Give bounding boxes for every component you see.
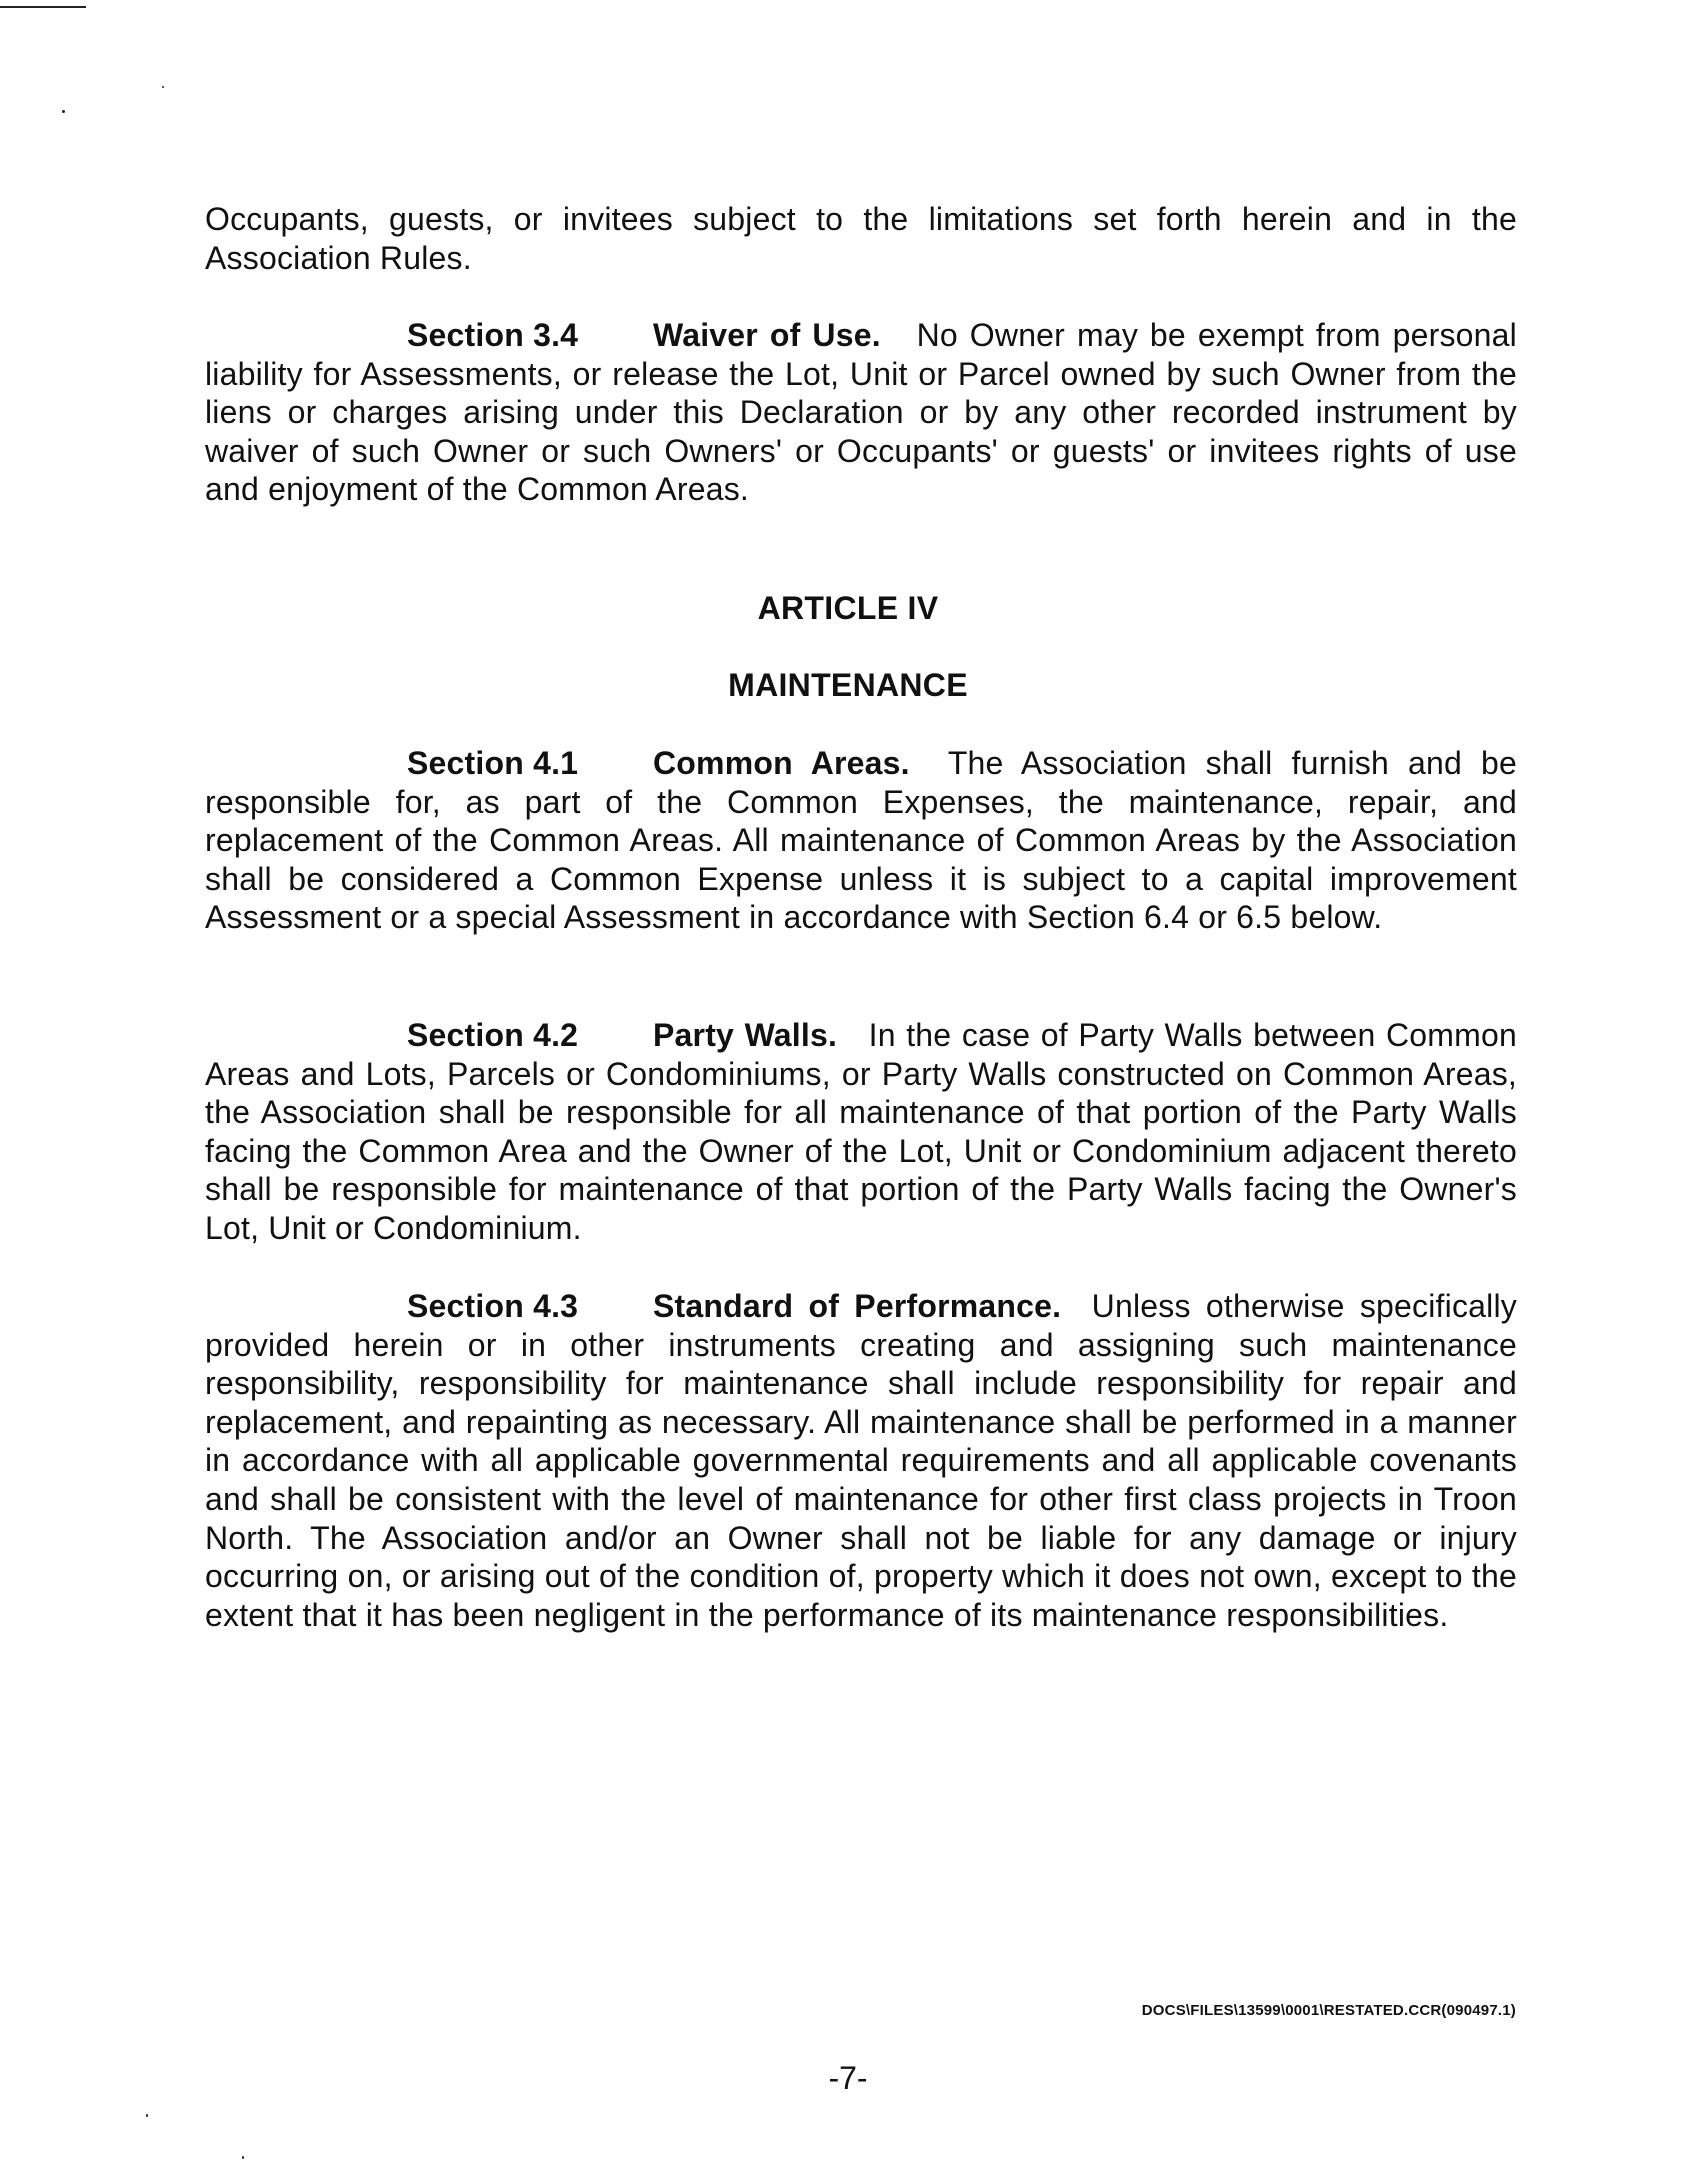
scan-artifact-dot — [242, 2156, 244, 2159]
article-number: ARTICLE IV — [757, 590, 939, 626]
scan-artifact-dot — [62, 110, 65, 113]
section-number: Section 4.2 — [407, 1017, 579, 1053]
section-title: Waiver of Use. — [653, 317, 881, 353]
section-text: Unless otherwise specifically provided herein or in other instruments creating and assigning such maintenance responsibility, responsibility for maintenance shall include responsibility for repair and replacement, and repainting as necessary. All maintenance shall be performed in a manner in accordance with all applicable governmental requirements and all applicable covenants and shall be consistent with the level of maintenance for other first class projects in Troon North. The Association and/or an Owner shall not be liable for any damage or injury occurring on, or arising out of the condition of, property which it does not own, except to the extent that it has been negligent in the performance of its maintenance responsibilities. — [205, 1288, 1517, 1633]
section-title: Party Walls. — [653, 1017, 838, 1053]
section-text: In the case of Party Walls between Common Areas and Lots, Parcels or Condominiums, or Party Walls constructed on Common Areas, the Association shall be responsible for all maintenance of that portion of the Party Walls facing the Common Area and the Owner of the Lot, Unit or Condominium adjacent thereto shall be responsible for maintenance of that portion of the Party Walls facing the Owner's Lot, Unit or Condominium. — [205, 1017, 1517, 1246]
continuation-text: Occupants, guests, or invitees subject to the limitations set forth herein and in the Association Rules. — [205, 201, 1517, 276]
section-number: Section 4.1 — [407, 745, 579, 781]
section-number: Section 4.3 — [407, 1288, 579, 1324]
section-4-3-paragraph — [205, 1287, 1517, 1634]
section-title: Standard of Performance. — [653, 1288, 1062, 1324]
continuation-paragraph — [205, 200, 1517, 277]
section-title: Common Areas. — [653, 745, 910, 781]
section-text: No Owner may be exempt from personal liability for Assessments, or release the Lot, Unit or Parcel owned by such Owner from the liens or charges arising under this Declaration or by any other recorded instrument by waiver of such Owner or such Owners' or Occupants' or guests' or invitees rights of use and enjoyment of the Common Areas. — [205, 317, 1517, 508]
section-text: The Association shall furnish and be responsible for, as part of the Common Expenses, the maintenance, repair, and replacement of the Common Areas. All maintenance of Common Areas by the Association shall be considered a Common Expense unless it is subject to a capital improvement Assessment or a special Assessment in accordance with Section 6.4 or 6.5 below. — [205, 745, 1518, 936]
scan-artifact-dot — [146, 2114, 148, 2117]
section-4-1-paragraph — [205, 744, 1517, 937]
document-path-footer: DOCS\FILES\13599\0001\RESTATED.CCR(090497.1) — [1141, 2002, 1516, 2019]
section-3-4-paragraph — [205, 316, 1517, 509]
scan-artifact-dot — [162, 86, 164, 88]
section-number: Section 3.4 — [407, 317, 579, 353]
page-number: -7- — [828, 2060, 868, 2096]
scan-artifact-top-line — [0, 6, 86, 8]
article-title: MAINTENANCE — [728, 667, 968, 703]
section-4-2-paragraph — [205, 1016, 1517, 1248]
